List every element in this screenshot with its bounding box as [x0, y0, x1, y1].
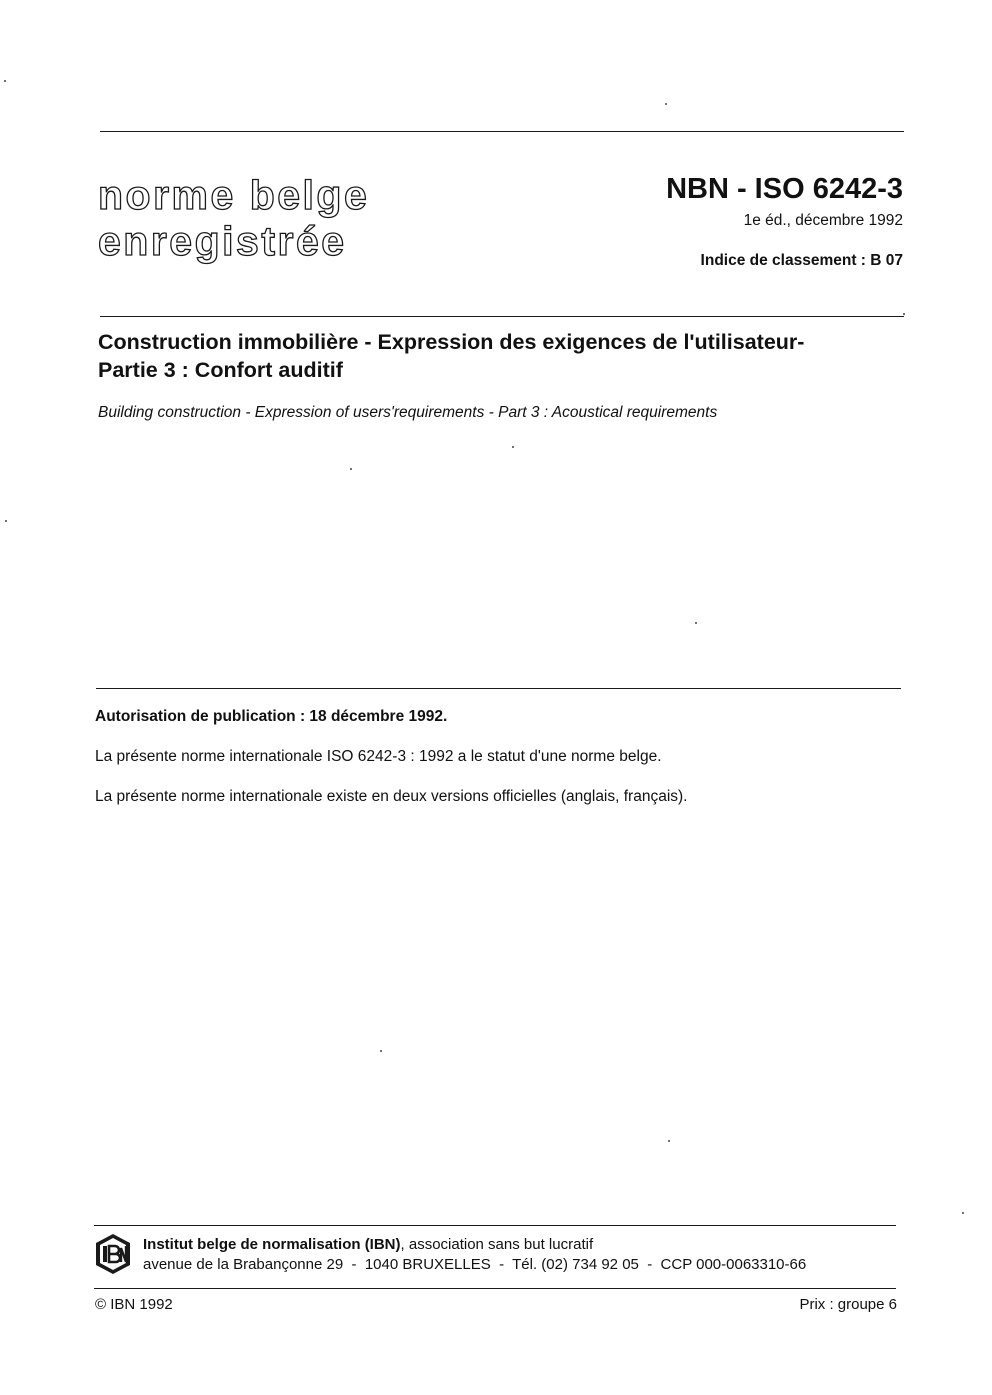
classification-index: Indice de classement : B 07 — [700, 252, 903, 269]
scan-speck — [4, 80, 6, 82]
copyright-notice: © IBN 1992 — [95, 1296, 173, 1313]
footer-bottom-rule — [94, 1288, 896, 1289]
price-group: Prix : groupe 6 — [799, 1296, 897, 1313]
institute-name: Institut belge de normalisation (IBN) — [143, 1236, 401, 1253]
body-rule — [96, 688, 901, 689]
institute-line — [143, 1236, 593, 1253]
title-french — [98, 328, 804, 384]
institute-address: avenue de la Brabançonne 29 - 1040 BRUXELLES - Tél. (02) 734 92 05 - CCP 000-0063310-66 — [143, 1256, 807, 1273]
document-number: NBN - ISO 6242-3 — [666, 173, 903, 205]
scan-speck — [903, 313, 905, 315]
title-french-line1: Construction immobilière - Expression des exigences de l'utilisateur- — [98, 330, 805, 354]
scan-speck — [962, 1212, 964, 1214]
ibn-logo-icon — [94, 1233, 132, 1275]
publication-authorization: Autorisation de publication : 18 décembre 1992. — [95, 708, 448, 725]
scan-speck — [380, 1050, 382, 1052]
top-rule — [100, 131, 904, 132]
versions-paragraph: La présente norme internationale existe en deux versions officielles (anglais, français). — [95, 788, 688, 805]
scan-speck — [512, 446, 514, 448]
title-english: Building construction - Expression of users'requirements - Part 3 : Acoustical requirements — [98, 404, 718, 421]
status-title-line1: norme belge — [98, 172, 370, 218]
scan-speck — [695, 622, 697, 624]
header-rule — [100, 316, 904, 317]
scan-speck — [5, 520, 7, 522]
title-french-line2: Partie 3 : Confort auditif — [98, 358, 343, 382]
institute-description: , association sans but lucratif — [400, 1236, 594, 1253]
scan-speck — [668, 1140, 670, 1142]
scan-speck — [350, 468, 352, 470]
footer-top-rule — [94, 1225, 896, 1226]
status-paragraph: La présente norme internationale ISO 6242-3 : 1992 a le statut d'une norme belge. — [95, 748, 662, 765]
status-title-line2: enregistrée — [98, 218, 347, 264]
edition-date: 1e éd., décembre 1992 — [743, 212, 903, 229]
scan-speck — [665, 103, 667, 105]
